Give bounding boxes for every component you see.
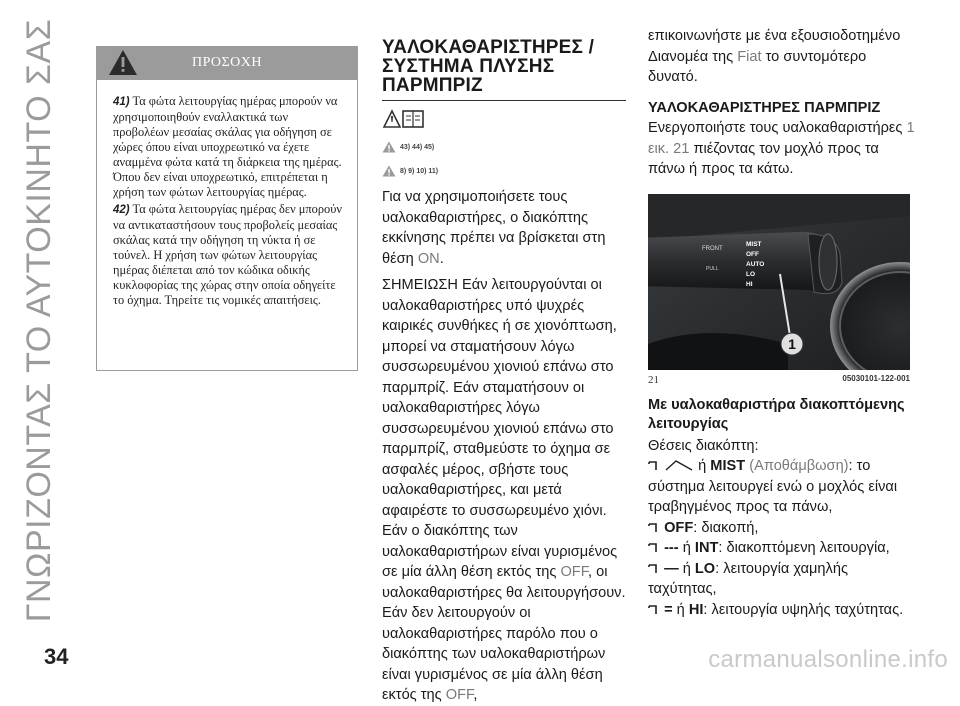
- read-manual-icon: [382, 107, 426, 129]
- mist-pull-icon: [664, 458, 694, 472]
- paragraph-usage: [382, 187, 626, 269]
- int-description: : διακοπτόμενη λειτουργία,: [718, 540, 890, 556]
- warning-header: [96, 46, 358, 80]
- text-run: .: [439, 250, 444, 267]
- lo-symbol: —: [664, 560, 679, 577]
- text-run: το συντομότερο δυνατό.: [648, 48, 867, 85]
- text-run: Ενεργοποιήστε τους υαλοκαθαριστήρες: [648, 120, 907, 136]
- mist-description: : το σύστημα λειτουργεί ενώ ο μοχλός είναι τραβηγμένος προς τα πάνω,: [648, 458, 898, 515]
- figure-number: 21: [648, 373, 659, 386]
- switch-position-mist: [648, 456, 916, 518]
- warning-title: ΠΡΟΣΟΧΗ: [192, 55, 262, 70]
- subheading-intermittent: Με υαλοκαθαριστήρα διακοπτόμενης λειτουργίας: [648, 396, 905, 432]
- caution-refs: [382, 163, 626, 179]
- text-run: πιέζοντας τον μοχλό προς τα πάνω ή προς τα κάτω.: [648, 140, 879, 177]
- position-marker-icon: [648, 460, 660, 472]
- switch-position-int: [648, 538, 916, 559]
- stalk-label-pull: PULL: [706, 265, 719, 272]
- text-run: επικοινωνήστε με ένα εξουσιοδοτημένο Διανομέα της: [648, 28, 901, 65]
- warning-body: [96, 80, 358, 371]
- paragraph-note: [382, 275, 626, 706]
- warning-box: [96, 46, 358, 371]
- manual-icon-row: [382, 107, 626, 131]
- text-run: ή: [678, 540, 695, 556]
- warning-refs-text: 43) 44) 45): [400, 143, 435, 151]
- column-wipers: [382, 38, 626, 706]
- paragraph-continued: [648, 26, 916, 88]
- figure-caption: [648, 374, 910, 386]
- label-lo: LO: [694, 560, 716, 577]
- stalk-label-mist: MIST: [746, 240, 762, 248]
- text-run: ή: [672, 601, 689, 618]
- wiper-stalk-photo: [648, 194, 910, 370]
- text-run: ή: [678, 560, 695, 577]
- subheading-windscreen-wipers: ΥΑΛΟΚΑΘΑΡΙΣΤΗΡΕΣ ΠΑΡΜΠΡΙΖ: [648, 99, 881, 116]
- mist-paren: (Αποθάμβωση): [749, 458, 849, 474]
- wiper-stalk-illustration: [648, 194, 910, 370]
- figure-ref: 1 εικ. 21: [648, 120, 915, 157]
- brand-name: Fiat: [737, 48, 762, 65]
- int-symbol: ---: [664, 540, 679, 556]
- label-mist: MIST: [710, 458, 746, 474]
- warning-triangle-icon: [108, 49, 138, 76]
- warning-item: [113, 202, 345, 308]
- stalk-label-auto: AUTO: [746, 260, 765, 268]
- label-off: OFF: [664, 519, 694, 536]
- watermark: carmanualsonline.info: [708, 646, 948, 673]
- label-hi: HI: [688, 601, 704, 618]
- text-run: ή: [694, 458, 711, 474]
- warning-item-text: Τα φώτα λειτουργίας ημέρας δεν μπορούν να αντικαταστήσουν τους προβολείς μεσαίας σκάλας κατά την οδήγηση τη νύκτα ή σε τούνελ. Η χρήση των φώτων λειτουργίας ημέρας διέπεται από τον κώδικα οδικής κυκλοφορίας της χώρας στην οποία οδηγείτε το όχημα. Τηρείτε τις νομικές απαιτήσεις.: [113, 202, 342, 307]
- position-marker-icon: [648, 522, 660, 534]
- position-on: ON: [417, 250, 440, 267]
- position-marker-icon: [648, 542, 660, 554]
- off-description: : διακοπή,: [693, 519, 759, 536]
- position-off: OFF: [560, 564, 589, 580]
- warning-item-number: 41): [113, 96, 130, 108]
- hi-symbol: =: [664, 601, 673, 618]
- position-marker-icon: [648, 604, 660, 616]
- position-off: OFF: [445, 687, 474, 703]
- text-run: Για να χρησιμοποιήσετε τους υαλοκαθαριστήρες, ο διακόπτης εκκίνησης πρέπει να βρίσκεται στη θέση: [382, 189, 606, 267]
- text-run: , οι υαλοκαθαριστήρες θα λειτουργήσουν. Εάν δεν λειτουργούν οι υαλοκαθαριστήρες παρόλο που ο διακόπτης των υαλοκαθαριστήρων είναι γυρισμένος σε μία άλλη θέση εκτός της: [382, 564, 626, 703]
- warning-item-text: Τα φώτα λειτουργίας ημέρας μπορούν να χρησιμοποιηθούν εναλλακτικά των προβολέων μεσαίας σκάλας για οδήγηση σε χώρες όπου είναι υποχρεωτικό να έχετε αναμμένα φώτα κατά τη διάρκεια της ημέρας. Όπου δεν είναι υποχρεωτικό, επιτρέπεται η χρήση των φώτων λειτουργίας ημέρας.: [113, 94, 342, 199]
- paragraph-activate: [648, 118, 916, 180]
- switch-position-off: [648, 518, 916, 539]
- caution-refs-text: 8) 9) 10) 11): [400, 167, 439, 175]
- caution-small-icon: [382, 165, 396, 177]
- label-int: INT: [694, 540, 719, 556]
- stalk-label-hi: HI: [746, 280, 753, 288]
- text-run: ,: [473, 687, 478, 703]
- side-title-text: ΓΝΩΡΙΖΟΝΤΑΣ ΤΟ ΑΥΤΟΚΙΝΗΤΟ ΣΑΣ: [20, 18, 59, 622]
- section-title: ΥΑΛΟΚΑΘΑΡΙΣΤΗΡΕΣ / ΣΥΣΤΗΜΑ ΠΛΥΣΗΣ ΠΑΡΜΠΡΙΖ: [382, 38, 626, 101]
- figure-code: 05030101-122-001: [842, 373, 910, 383]
- lo-description: : λειτουργία χαμηλής ταχύτητας,: [648, 560, 848, 597]
- warning-item: [113, 94, 345, 200]
- page-number: 34: [44, 644, 69, 669]
- warning-item-number: 42): [113, 204, 130, 216]
- callout-number: 1: [788, 335, 796, 352]
- hi-description: : λειτουργία υψηλής ταχύτητας.: [703, 601, 904, 618]
- warning-refs: [382, 139, 626, 155]
- stalk-label-front: FRONT: [702, 245, 723, 252]
- column-wiper-details: [648, 26, 916, 620]
- position-marker-icon: [648, 563, 660, 575]
- side-title: [4, 0, 76, 640]
- switch-positions-intro: Θέσεις διακόπτη:: [648, 437, 759, 454]
- stalk-label-off: OFF: [746, 250, 759, 258]
- warning-small-icon: [382, 141, 396, 153]
- switch-position-hi: [648, 600, 916, 621]
- switch-position-lo: [648, 559, 916, 600]
- stalk-label-lo: LO: [746, 270, 756, 278]
- text-run: ΣΗΜΕΙΩΣΗ Εάν λειτουργούνται οι υαλοκαθαριστήρες υπό ψυχρές καιρικές συνθήκες ή σε χιονόπτωση, μπορεί να σταματήσουν λόγω συσσωρευμένου χιονιού επάνω στο παρμπρίζ. Εάν σταματήσουν οι υαλοκαθαριστήρες λόγω συσσωρευμένου χιονιού επάνω στο παρμπρίζ, σταθμεύστε το όχημα σε ασφαλές μέρος, σβήστε τους υαλοκαθαριστήρες, και μετά αφαιρέστε το συσσωρευμένο χιόνι. Εάν ο διακόπτης των υαλοκαθαριστήρων είναι γυρισμένος σε μία άλλη θέση εκτός της: [382, 277, 618, 580]
